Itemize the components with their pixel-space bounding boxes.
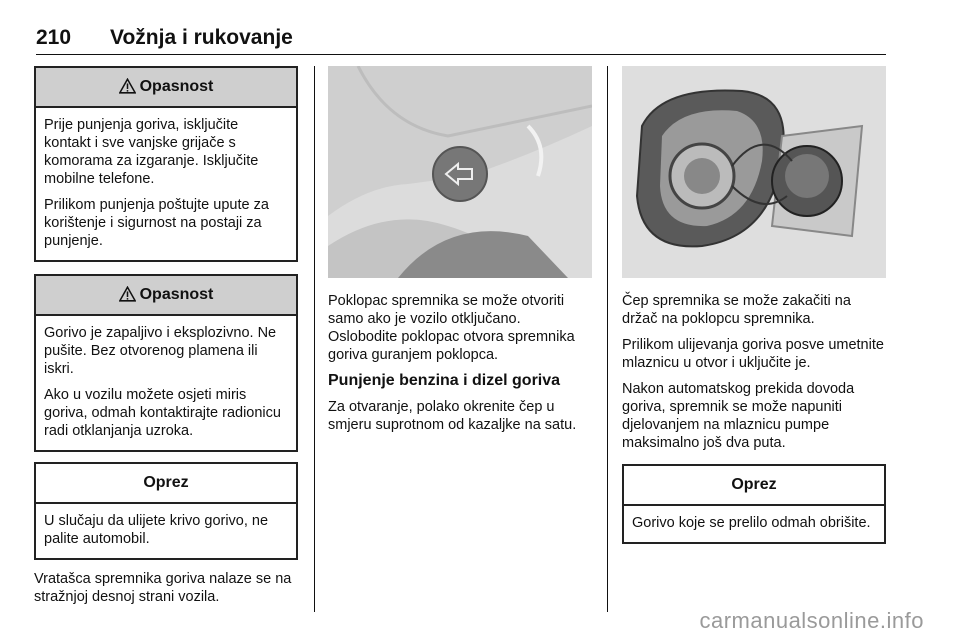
caution-box-heading: Oprez [624,466,884,506]
body-text: Čep spremnika se može zakačiti na držač na poklopcu spremnika. [622,293,851,327]
page-number: 210 [36,26,72,49]
danger-heading-text: Opasnost [139,286,214,303]
danger-box-body [36,316,296,450]
paragraph: Prije punjenja goriva, isključite kontakt i sve vanjske grijače s komorama za izgaranje. Isključite mobilne telefone. [44,117,259,187]
paragraph: Gorivo je zapaljivo i eksplozivno. Ne pušite. Bez otvorenog plamena ili iskri. [44,325,277,377]
watermark: carmanualsonline.info [699,608,924,633]
warning-triangle-icon [119,78,136,97]
body-text: Nakon automatskog prekida dovoda goriva, spremnik se može napuniti djelovanjem na mlaznicu pumpe maksimalno još dva puta. [622,381,855,451]
caution-box-body [624,506,884,542]
danger-box [34,274,298,452]
caution-box [622,464,886,544]
caution-box [34,462,298,560]
column-divider [314,66,315,612]
caution-box-body [36,504,296,558]
column-3 [622,66,886,544]
danger-box-heading [36,276,296,316]
danger-box-heading [36,68,296,108]
warning-triangle-icon [119,286,136,305]
page-header [36,26,886,55]
column-1 [34,66,298,614]
body-text: Poklopac spremnika se može otvoriti samo ako je vozilo otključano. Oslobodite poklopac otvora spremnika goriva guranjem poklopca. [328,293,575,363]
paragraph: Gorivo koje se prelilo odmah obrišite. [632,515,871,531]
fuel-cap-illustration [622,66,886,278]
page-title: Vožnja i rukovanje [110,26,293,49]
danger-box [34,66,298,262]
paragraph: Prilikom punjenja poštujte upute za korištenje i sigurnost na postaji za punjenje. [44,197,269,249]
danger-heading-text: Opasnost [139,78,214,95]
fuel-door-illustration [328,66,592,278]
body-text: Za otvaranje, polako okrenite čep u smjeru suprotnom od kazaljke na satu. [328,399,577,433]
caution-box-heading: Oprez [36,464,296,504]
body-text: Vratašca spremnika goriva nalaze se na stražnjoj desnoj strani vozila. [34,571,292,605]
section-heading: Punjenje benzina i dizel goriva [328,372,561,389]
column-2 [328,66,592,442]
paragraph: U slučaju da ulijete krivo gorivo, ne palite automobil. [44,513,269,547]
paragraph: Ako u vozilu možete osjeti miris goriva, odmah kontaktirajte radionicu radi otklanjanja uzroka. [44,387,281,439]
column-divider [607,66,608,612]
danger-box-body [36,108,296,260]
body-text: Prilikom ulijevanja goriva posve umetnite mlaznicu u otvor i uključite je. [622,337,884,371]
